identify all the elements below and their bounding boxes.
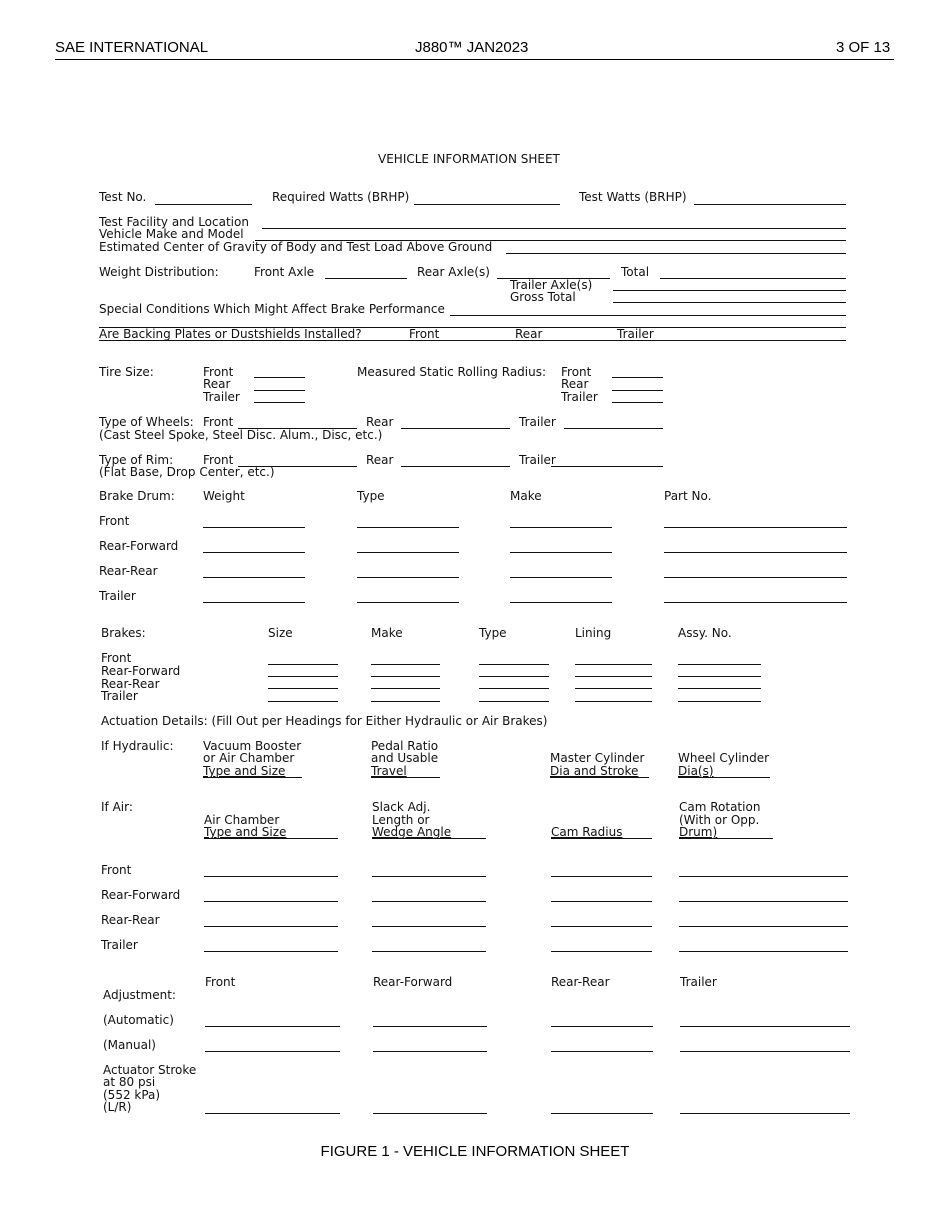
adjustment-line[interactable] [205, 1026, 340, 1027]
brakes-line[interactable] [575, 664, 652, 665]
air-col2-l3: Wedge Angle [372, 825, 452, 839]
hyd-col4-l1: Wheel Cylinder [678, 751, 770, 765]
drum-front-part-line[interactable] [664, 527, 847, 528]
rear-axles-label: Rear Axle(s) [417, 265, 490, 279]
wheels-label: Type of Wheels: [99, 415, 194, 429]
total-label: Total [621, 265, 650, 279]
test-facility-label: Test Facility and Location [99, 215, 249, 229]
rim-front-label: Front [203, 453, 234, 467]
weight-label: Weight Distribution: [99, 265, 219, 279]
center-gravity-line[interactable] [506, 253, 846, 254]
adjustment-line[interactable] [205, 1051, 340, 1052]
tire-rear-label: Rear [203, 377, 231, 391]
hyd-col1-l2: or Air Chamber [203, 751, 295, 765]
wheels-note: (Cast Steel Spoke, Steel Disc. Alum., Disc, etc.) [99, 428, 383, 442]
rolling-rear-label: Rear [561, 377, 589, 391]
hyd-col3-l2: Dia and Stroke [550, 764, 639, 778]
figure-caption: FIGURE 1 - VEHICLE INFORMATION SHEET [320, 1143, 630, 1160]
drum-rf-type-line[interactable] [357, 552, 459, 553]
air-col2-l1: Slack Adj. [372, 800, 431, 814]
brakes-line[interactable] [575, 676, 652, 677]
brakes-line[interactable] [268, 688, 338, 689]
brakes-line[interactable] [479, 676, 549, 677]
tire-size-label: Tire Size: [99, 365, 154, 379]
hyd-col4-l2: Dia(s) [678, 764, 714, 778]
drum-row-trailer: Trailer [99, 589, 136, 603]
rim-trailer-label: Trailer [519, 453, 556, 467]
actuation-line[interactable] [204, 926, 338, 927]
brakes-line[interactable] [678, 676, 761, 677]
test-no-label: Test No. [99, 190, 147, 204]
drum-trailer-type-line[interactable] [357, 602, 459, 603]
rim-rear-label: Rear [366, 453, 394, 467]
hyd-col1-l3: Type and Size [203, 764, 286, 778]
gross-total-label: Gross Total [510, 290, 576, 304]
actuation-line[interactable] [551, 926, 652, 927]
brakes-row-rear-forward: Rear-Forward [101, 664, 181, 678]
backing-front-line[interactable] [440, 340, 510, 341]
air-col3-underline [551, 838, 652, 839]
test-watts-line[interactable] [694, 204, 846, 205]
air-col3-l1: Cam Radius [551, 825, 623, 839]
backing-question: Are Backing Plates or Dustshields Installed? [99, 327, 362, 341]
drum-trailer-weight-line[interactable] [203, 602, 305, 603]
backing-front-label: Front [409, 327, 440, 341]
actuation-line[interactable] [679, 926, 848, 927]
act-row-front: Front [101, 863, 132, 877]
required-watts-line[interactable] [414, 204, 560, 205]
wheels-rear-label: Rear [366, 415, 394, 429]
rolling-trailer-label: Trailer [561, 390, 598, 404]
center-gravity-label: Estimated Center of Gravity of Body and Test Load Above Ground [99, 240, 493, 254]
actuation-line[interactable] [679, 901, 848, 902]
stroke-l1: Actuator Stroke [103, 1063, 197, 1077]
brakes-line[interactable] [678, 701, 761, 702]
backing-trailer-line[interactable] [655, 340, 846, 341]
stroke-line[interactable] [373, 1113, 487, 1114]
stroke-line[interactable] [551, 1113, 653, 1114]
stroke-line[interactable] [680, 1113, 850, 1114]
tire-trailer-label: Trailer [203, 390, 240, 404]
rolling-front-label: Front [561, 365, 592, 379]
backing-rear-line[interactable] [541, 340, 611, 341]
air-label: If Air: [101, 800, 133, 814]
act-row-trailer: Trailer [101, 938, 138, 952]
front-axle-label: Front Axle [254, 265, 315, 279]
brakes-row-front: Front [101, 651, 132, 665]
drum-rf-weight-line[interactable] [203, 552, 305, 553]
total-line[interactable] [660, 278, 846, 279]
brakes-line[interactable] [268, 664, 338, 665]
brakes-line[interactable] [371, 664, 440, 665]
rolling-rear-line[interactable] [612, 390, 663, 391]
stroke-l3: (552 kPa) [103, 1088, 161, 1102]
stroke-l2: at 80 psi [103, 1075, 156, 1089]
rim-label: Type of Rim: [99, 453, 174, 467]
brakes-line[interactable] [268, 701, 338, 702]
rim-rear-line[interactable] [401, 466, 510, 467]
adjustment-line[interactable] [551, 1051, 653, 1052]
drum-row-front: Front [99, 514, 130, 528]
backing-trailer-label: Trailer [617, 327, 654, 341]
brakes-line[interactable] [575, 701, 652, 702]
special-conditions-label: Special Conditions Which Might Affect Brake Performance [99, 302, 445, 316]
wheels-rear-line[interactable] [401, 428, 510, 429]
header-page: 3 OF 13 [836, 39, 891, 56]
rim-trailer-line[interactable] [551, 466, 663, 467]
adjustment-label: Adjustment: [103, 988, 176, 1002]
backing-rear-label: Rear [515, 327, 543, 341]
hyd-col1-l1: Vacuum Booster [203, 739, 302, 753]
brakes-line[interactable] [371, 676, 440, 677]
adjustment-line[interactable] [680, 1026, 850, 1027]
brakes-col-lining: Lining [575, 626, 612, 640]
drum-front-make-line[interactable] [510, 527, 612, 528]
air-col4-l3: Drum) [679, 825, 718, 839]
test-facility-line[interactable] [262, 228, 846, 229]
hyd-col3-l1: Master Cylinder [550, 751, 645, 765]
actuation-line[interactable] [679, 876, 848, 877]
hyd-col2-l3: Travel [371, 764, 407, 778]
drum-row-rear-rear: Rear-Rear [99, 564, 158, 578]
required-watts-label: Required Watts (BRHP) [272, 190, 410, 204]
brakes-line[interactable] [678, 664, 761, 665]
brakes-row-trailer: Trailer [101, 689, 138, 703]
hyd-col4-underline [678, 777, 770, 778]
vehicle-make-label: Vehicle Make and Model [99, 227, 244, 241]
brakes-line[interactable] [575, 688, 652, 689]
drum-rf-part-line[interactable] [664, 552, 847, 553]
drum-col-type: Type [357, 489, 385, 503]
header-rule [55, 59, 894, 60]
hyd-col3-underline [550, 777, 649, 778]
front-axle-line[interactable] [325, 278, 407, 279]
drum-trailer-part-line[interactable] [664, 602, 847, 603]
hyd-col2-l2: and Usable [371, 751, 439, 765]
drum-col-make: Make [510, 489, 542, 503]
drum-row-rear-forward: Rear-Forward [99, 539, 179, 553]
adjustment-line[interactable] [373, 1051, 487, 1052]
drum-col-part-no: Part No. [664, 489, 712, 503]
special-conditions-line[interactable] [450, 315, 846, 316]
brakes-line[interactable] [479, 664, 549, 665]
hyd-col1-underline [203, 777, 302, 778]
adjustment-line[interactable] [680, 1051, 850, 1052]
header-doc-id: J880™ JAN2023 [415, 39, 529, 56]
actuation-line[interactable] [372, 901, 486, 902]
air-col2-underline [372, 838, 486, 839]
actuation-line[interactable] [204, 951, 338, 952]
actuation-line[interactable] [372, 926, 486, 927]
actuation-line[interactable] [551, 901, 652, 902]
air-col4-l2: (With or Opp. [679, 813, 760, 827]
test-no-line[interactable] [155, 204, 252, 205]
air-col1-underline [204, 838, 338, 839]
drum-rr-make-line[interactable] [510, 577, 612, 578]
wheels-trailer-label: Trailer [519, 415, 556, 429]
hyd-col2-l1: Pedal Ratio [371, 739, 439, 753]
tire-trailer-line[interactable] [254, 402, 305, 403]
wheels-front-label: Front [203, 415, 234, 429]
rim-note: (Flat Base, Drop Center, etc.) [99, 465, 275, 479]
rolling-trailer-line[interactable] [612, 402, 663, 403]
sheet-title: VEHICLE INFORMATION SHEET [378, 152, 560, 166]
brakes-label: Brakes: [101, 626, 146, 640]
actuation-line[interactable] [551, 951, 652, 952]
header-org: SAE INTERNATIONAL [55, 39, 209, 56]
brakes-line[interactable] [479, 688, 549, 689]
drum-trailer-make-line[interactable] [510, 602, 612, 603]
actuation-line[interactable] [204, 901, 338, 902]
adjustment-line[interactable] [373, 1026, 487, 1027]
trailer-axles-label: Trailer Axle(s) [510, 278, 593, 292]
stroke-l4: (L/R) [103, 1100, 132, 1114]
brakes-row-rear-rear: Rear-Rear [101, 677, 160, 691]
hydraulic-label: If Hydraulic: [101, 739, 174, 753]
wheels-trailer-line[interactable] [564, 428, 663, 429]
brakes-line[interactable] [371, 688, 440, 689]
drum-front-type-line[interactable] [357, 527, 459, 528]
hyd-col2-underline [371, 777, 440, 778]
act-row-rear-rear: Rear-Rear [101, 913, 160, 927]
drum-rr-type-line[interactable] [357, 577, 459, 578]
brakes-col-make: Make [371, 626, 403, 640]
actuation-details: Actuation Details: (Fill Out per Headings for Either Hydraulic or Air Brakes) [101, 714, 548, 728]
actuation-line[interactable] [551, 876, 652, 877]
brakes-line[interactable] [268, 676, 338, 677]
brakes-line[interactable] [479, 701, 549, 702]
tire-rear-line[interactable] [254, 390, 305, 391]
tire-front-line[interactable] [254, 377, 305, 378]
brakes-col-size: Size [268, 626, 293, 640]
adj-col-rear-rear: Rear-Rear [551, 975, 610, 989]
air-col1-l1: Air Chamber [204, 813, 280, 827]
brakes-col-assy-no: Assy. No. [678, 626, 732, 640]
gross-total-line[interactable] [613, 302, 846, 303]
brakes-line[interactable] [678, 688, 761, 689]
test-watts-label: Test Watts (BRHP) [579, 190, 687, 204]
air-col4-l1: Cam Rotation [679, 800, 761, 814]
brakes-col-type: Type [479, 626, 507, 640]
tire-front-label: Front [203, 365, 234, 379]
rolling-radius-label: Measured Static Rolling Radius: [357, 365, 547, 379]
drum-col-weight: Weight [203, 489, 245, 503]
actuation-line[interactable] [679, 951, 848, 952]
drum-rr-part-line[interactable] [664, 577, 847, 578]
actuation-line[interactable] [204, 876, 338, 877]
rolling-front-line[interactable] [612, 377, 663, 378]
adj-col-rear-forward: Rear-Forward [373, 975, 453, 989]
air-col2-l2: Length or [372, 813, 430, 827]
actuation-line[interactable] [372, 876, 486, 877]
adj-col-front: Front [205, 975, 236, 989]
actuation-line[interactable] [372, 951, 486, 952]
adj-row-manual: (Manual) [103, 1038, 156, 1052]
adj-col-trailer: Trailer [680, 975, 717, 989]
drum-front-weight-line[interactable] [203, 527, 305, 528]
stroke-line[interactable] [205, 1113, 340, 1114]
brakes-line[interactable] [371, 701, 440, 702]
adj-row-automatic: (Automatic) [103, 1013, 174, 1027]
drum-rr-weight-line[interactable] [203, 577, 305, 578]
trailer-axles-line[interactable] [613, 290, 846, 291]
air-col1-l2: Type and Size [204, 825, 287, 839]
air-col4-underline [679, 838, 773, 839]
adjustment-line[interactable] [551, 1026, 653, 1027]
brake-drum-label: Brake Drum: [99, 489, 175, 503]
act-row-rear-forward: Rear-Forward [101, 888, 181, 902]
drum-rf-make-line[interactable] [510, 552, 612, 553]
